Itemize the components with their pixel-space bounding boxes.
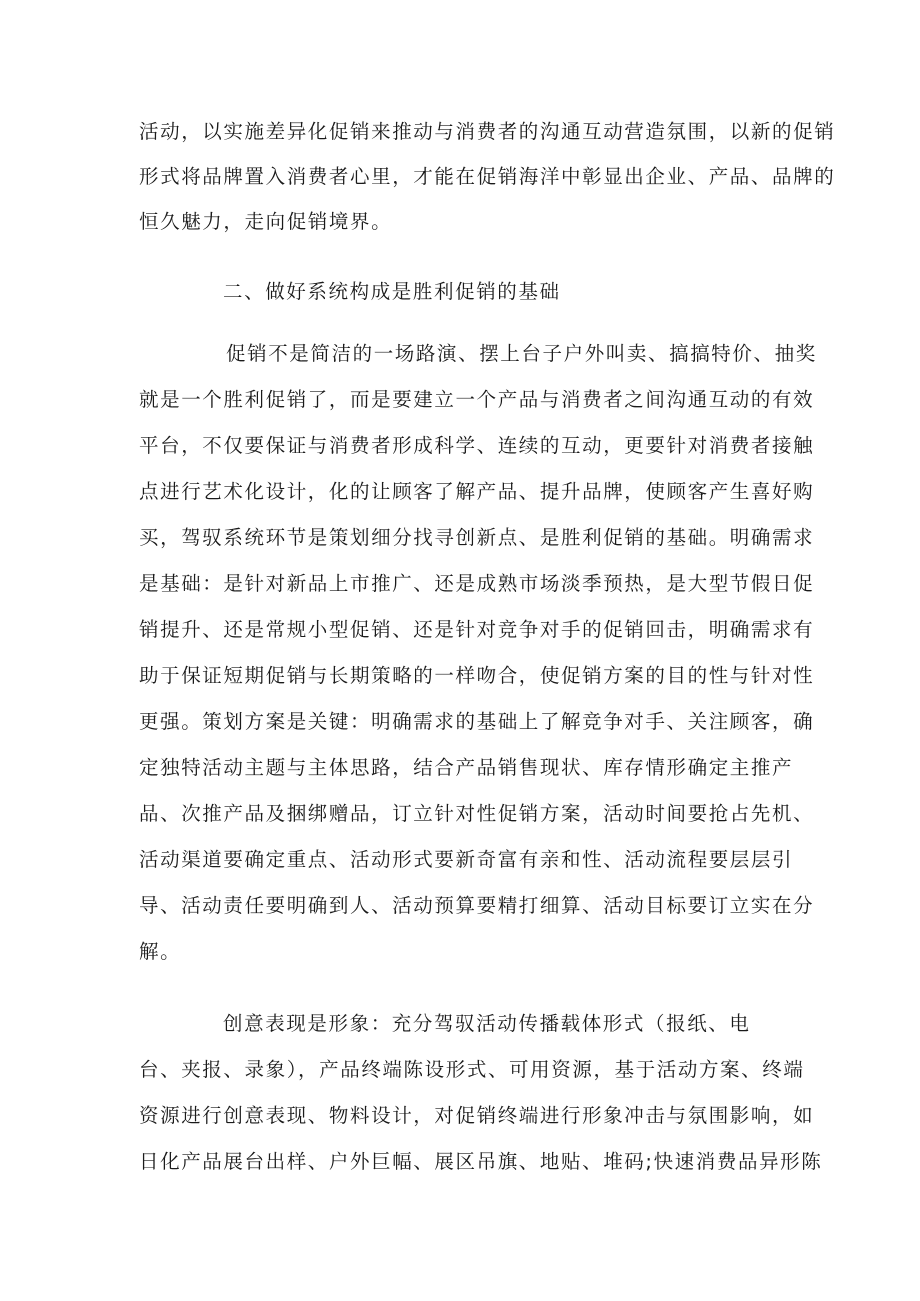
paragraph-2-line-12: 活动渠道要确定重点、活动形式要新奇富有亲和性、活动流程要层层引 xyxy=(139,848,794,871)
paragraph-3-line-1: 创意表现是形象：充分驾驭活动传播载体形式（报纸、电 xyxy=(223,1012,751,1035)
paragraph-2-line-5: 买，驾驭系统环节是策划细分找寻创新点、是胜利促销的基础。明确需求 xyxy=(139,526,815,549)
paragraph-2-line-4: 点进行艺术化设计，化的让顾客了解产品、提升品牌，使顾客产生喜好购 xyxy=(139,480,815,503)
paragraph-1-line-3: 恒久魅力，走向促销境界。 xyxy=(139,210,393,233)
paragraph-2-line-2: 就是一个胜利促销了，而是要建立一个产品与消费者之间沟通互动的有效 xyxy=(139,388,815,411)
paragraph-2-line-11: 品、次推产品及捆绑赠品，订立针对性促销方案，活动时间要抢占先机、 xyxy=(139,802,815,825)
paragraph-2-line-7: 销提升、还是常规小型促销、还是针对竞争对手的促销回击，明确需求有 xyxy=(139,618,815,641)
paragraph-2-line-14: 解。 xyxy=(139,940,182,963)
paragraph-2-line-6: 是基础：是针对新品上市推广、还是成熟市场淡季预热，是大型节假日促 xyxy=(139,572,815,595)
paragraph-3-line-2: 台、夹报、录象），产品终端陈设形式、可用资源，基于活动方案、终端 xyxy=(139,1058,805,1081)
section-heading: 二、做好系统构成是胜利促销的基础 xyxy=(223,280,561,303)
paragraph-1-line-2: 形式将品牌置入消费者心里，才能在促销海洋中彰显出企业、产品、品牌的 xyxy=(139,165,836,188)
paragraph-3-line-3: 资源进行创意表现、物料设计，对促销终端进行形象冲击与氛围影响，如 xyxy=(139,1104,815,1127)
paragraph-3-line-4: 日化产品展台出样、户外巨幅、展区吊旗、地贴、堆码;快速消费品异形陈 xyxy=(139,1150,823,1173)
paragraph-2-line-9: 更强。策划方案是关键：明确需求的基础上了解竞争对手、关注顾客，确 xyxy=(139,710,815,733)
paragraph-2-line-1: 促销不是简洁的一场路演、摆上台子户外叫卖、搞搞特价、抽奖 xyxy=(226,342,817,365)
paragraph-1-line-1: 活动，以实施差异化促销来推动与消费者的沟通互动营造氛围，以新的促销 xyxy=(139,120,836,143)
paragraph-2-line-10: 定独特活动主题与主体思路，结合产品销售现状、库存情形确定主推产 xyxy=(139,756,794,779)
paragraph-2-line-3: 平台，不仅要保证与消费者形成科学、连续的互动，更要针对消费者接触 xyxy=(139,434,815,457)
paragraph-2-line-13: 导、活动责任要明确到人、活动预算要精打细算、活动目标要订立实在分 xyxy=(139,894,815,917)
paragraph-2-line-8: 助于保证短期促销与长期策略的一样吻合，使促销方案的目的性与针对性 xyxy=(139,664,815,687)
